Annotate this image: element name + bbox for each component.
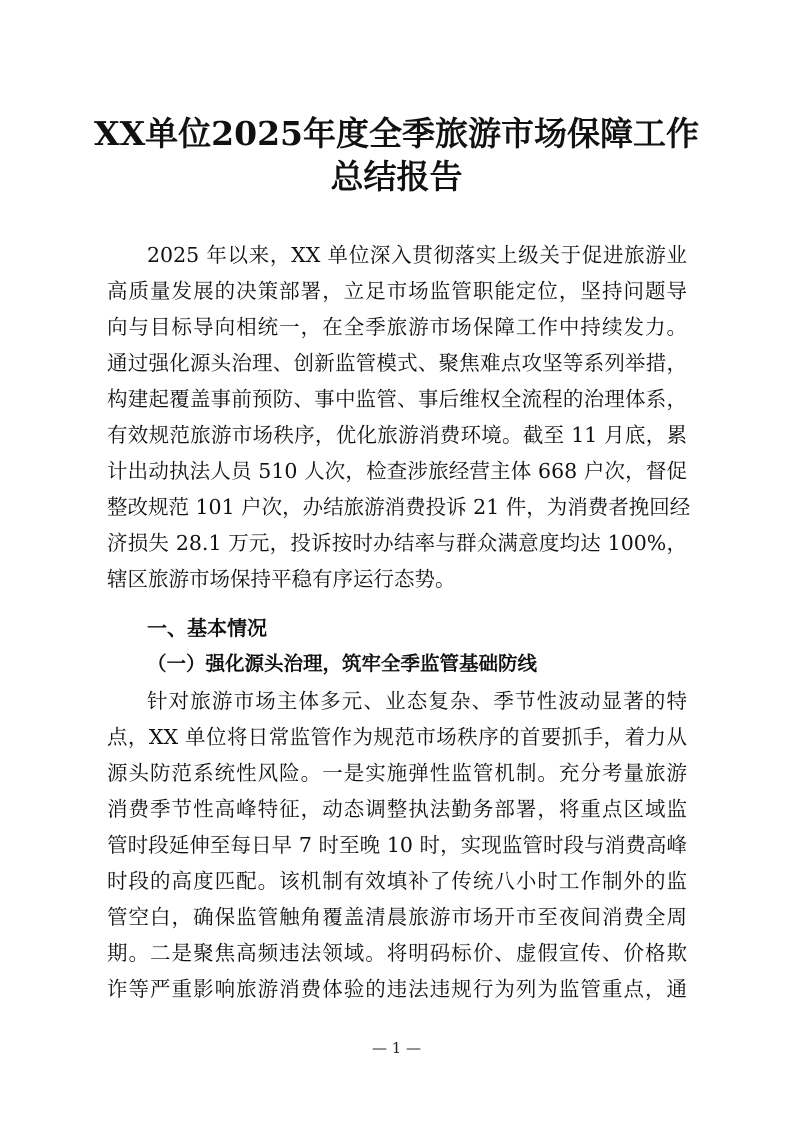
intro-paragraph-line: 构建起覆盖事前预防、事中监管、事后维权全流程的治理体系， [107, 387, 687, 411]
intro-paragraph-line: 向与目标导向相统一，在全季旅游市场保障工作中持续发力。 [107, 315, 687, 339]
subsection-heading-source-governance: （一）强化源头治理，筑牢全季监管基础防线 [147, 652, 538, 675]
intro-paragraph-line: 整改规范 101 户次，办结旅游消费投诉 21 件，为消费者挽回经 [107, 495, 691, 519]
body-paragraph-line: 期。二是聚焦高频违法领域。将明码标价、虚假宣传、价格欺 [107, 941, 687, 965]
intro-paragraph-line: 高质量发展的决策部署，立足市场监管职能定位，坚持问题导 [107, 279, 687, 303]
intro-paragraph-line: 辖区旅游市场保持平稳有序运行态势。 [107, 567, 456, 591]
intro-paragraph-line: 2025 年以来，XX 单位深入贯彻落实上级关于促进旅游业 [147, 243, 687, 267]
body-paragraph-line: 诈等严重影响旅游消费体验的违法违规行为列为监管重点，通 [107, 977, 687, 1001]
intro-paragraph-line: 通过强化源头治理、创新监管模式、聚焦难点攻坚等系列举措， [107, 351, 687, 375]
body-paragraph-line: 管空白，确保监管触角覆盖清晨旅游市场开市至夜间消费全周 [107, 905, 687, 929]
body-paragraph-line: 源头防范系统性风险。一是实施弹性监管机制。充分考量旅游 [107, 761, 687, 785]
section-heading-basic-situation: 一、基本情况 [147, 616, 267, 640]
page-number: — 1 — [371, 1039, 422, 1057]
body-paragraph-line: 点，XX 单位将日常监管作为规范市场秩序的首要抓手，着力从 [107, 725, 687, 749]
document-title-line-1: XX单位2025年度全季旅游市场保障工作 [93, 114, 700, 153]
intro-paragraph-line: 计出动执法人员 510 人次，检查涉旅经营主体 668 户次，督促 [107, 459, 687, 483]
document-title-line-2: 总结报告 [330, 157, 463, 196]
body-paragraph-line: 管时段延伸至每日早 7 时至晚 10 时，实现监管时段与消费高峰 [107, 833, 687, 857]
body-paragraph-line: 消费季节性高峰特征，动态调整执法勤务部署，将重点区域监 [107, 797, 687, 821]
body-paragraph-line: 时段的高度匹配。该机制有效填补了传统八小时工作制外的监 [107, 869, 687, 893]
intro-paragraph-line: 济损失 28.1 万元，投诉按时办结率与群众满意度均达 100%， [107, 531, 687, 555]
intro-paragraph-line: 有效规范旅游市场秩序，优化旅游消费环境。截至 11 月底，累 [107, 423, 687, 447]
body-paragraph-line: 针对旅游市场主体多元、业态复杂、季节性波动显著的特 [147, 689, 687, 713]
